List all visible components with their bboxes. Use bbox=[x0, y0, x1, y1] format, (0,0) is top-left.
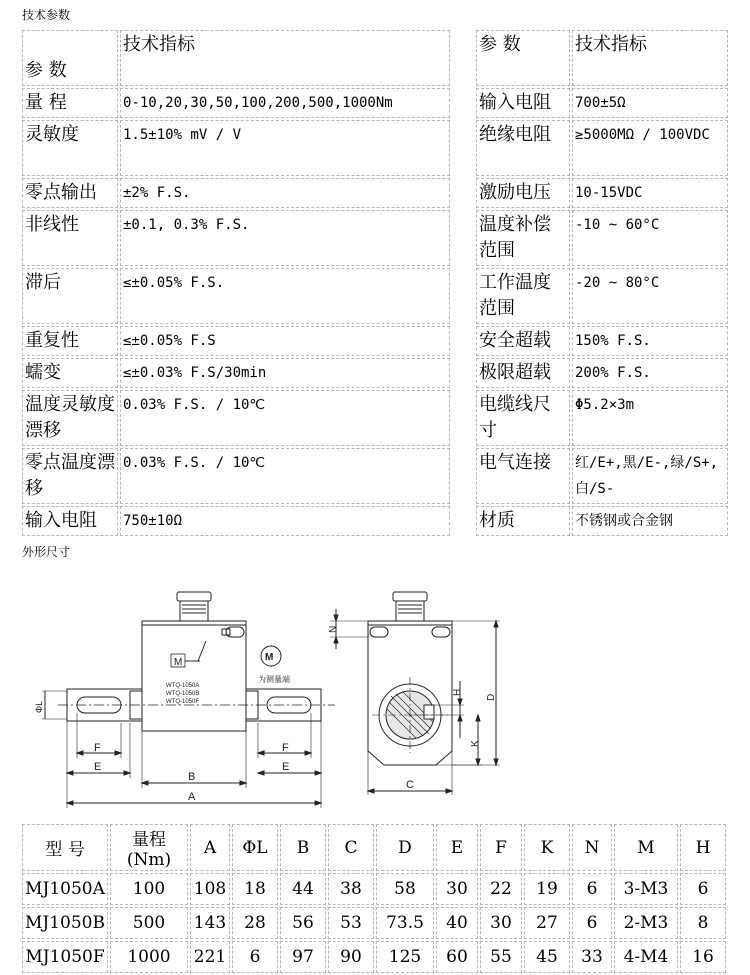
sensor-body bbox=[142, 621, 246, 731]
mounting-slot bbox=[432, 627, 450, 637]
dim-label-e: E bbox=[282, 761, 290, 773]
spec-value: 750±10Ω bbox=[120, 506, 450, 536]
table-cell: 45 bbox=[524, 941, 570, 973]
spec-param: 安全超载 bbox=[476, 326, 570, 356]
spec-param: 蠕变 bbox=[22, 358, 118, 388]
model-label: WTQ-1050A bbox=[166, 683, 200, 689]
models-header-cell: K bbox=[524, 824, 570, 871]
connector-cap bbox=[393, 592, 427, 601]
models-header-cell: 型 号 bbox=[22, 824, 108, 871]
key bbox=[424, 705, 434, 719]
table-cell: 40 bbox=[436, 907, 478, 939]
table-cell: 1000 bbox=[110, 941, 188, 973]
models-header-cell: 量程(Nm) bbox=[110, 824, 188, 871]
spec-row bbox=[22, 268, 728, 324]
spec-row bbox=[22, 506, 728, 536]
table-cell: MJ1050A bbox=[22, 873, 108, 905]
spec-param: 激励电压 bbox=[476, 178, 570, 208]
table-cell: 500 bbox=[110, 907, 188, 939]
spec-param: 重复性 bbox=[22, 326, 118, 356]
spec-value: -20 ~ 80°C bbox=[572, 268, 728, 324]
mounting-slot bbox=[370, 627, 388, 637]
models-header-cell: A bbox=[190, 824, 230, 871]
spec-value: ≤±0.05% F.S. bbox=[120, 268, 450, 324]
spec-param: 极限超载 bbox=[476, 358, 570, 388]
dim-label-c: C bbox=[406, 779, 414, 791]
table-cell: 18 bbox=[232, 873, 278, 905]
spec-param: 零点温度漂移 bbox=[22, 448, 118, 504]
spec-param: 滞后 bbox=[22, 268, 118, 324]
table-cell: 90 bbox=[328, 941, 374, 973]
side-view bbox=[328, 592, 500, 795]
spec-param: 绝缘电阻 bbox=[476, 120, 570, 176]
table-cell: 30 bbox=[436, 873, 478, 905]
spec-param: 温度补偿范围 bbox=[476, 210, 570, 266]
spec-row bbox=[22, 210, 728, 266]
table-cell: 55 bbox=[480, 941, 522, 973]
spec-value: 200% F.S. bbox=[572, 358, 728, 388]
spec-value: ±0.1, 0.3% F.S. bbox=[120, 210, 450, 266]
spec-row bbox=[22, 358, 728, 388]
table-cell: 60 bbox=[436, 941, 478, 973]
dim-label-f: F bbox=[282, 742, 289, 754]
model-label: WTQ-1050F bbox=[166, 699, 200, 705]
dim-label-n: N bbox=[328, 625, 339, 633]
dim-label-a: A bbox=[188, 791, 196, 803]
models-header-cell: ΦL bbox=[232, 824, 278, 871]
dim-label-f: F bbox=[94, 742, 101, 754]
spec-header-index-left: 技术指标 bbox=[120, 30, 450, 86]
table-cell: 6 bbox=[572, 873, 612, 905]
table-cell: 56 bbox=[280, 907, 326, 939]
spec-value: 不锈钢或合金钢 bbox=[572, 506, 728, 536]
spec-param: 工作温度范围 bbox=[476, 268, 570, 324]
table-cell: 22 bbox=[480, 873, 522, 905]
table-cell: 4-M4 bbox=[614, 941, 678, 973]
spec-param: 非线性 bbox=[22, 210, 118, 266]
models-header-cell: M bbox=[614, 824, 678, 871]
spec-row bbox=[22, 88, 728, 118]
models-header-cell: E bbox=[436, 824, 478, 871]
section-title-specs: 技术参数 bbox=[22, 8, 71, 22]
spec-value: -10 ~ 60°C bbox=[572, 210, 728, 266]
spec-value: 1.5±10% mV / V bbox=[120, 120, 450, 176]
model-label: WTQ-1050B bbox=[166, 691, 200, 697]
measure-end-marker-label: M bbox=[265, 652, 274, 663]
table-cell: 108 bbox=[190, 873, 230, 905]
measure-end-label: 为测量端 bbox=[258, 675, 290, 684]
models-header-row bbox=[22, 824, 726, 871]
dimension-drawing bbox=[20, 563, 726, 818]
spec-param: 电缆线尺寸 bbox=[476, 390, 570, 446]
models-header-cell: N bbox=[572, 824, 612, 871]
models-header-cell: C bbox=[328, 824, 374, 871]
spec-value: 红/E+,黑/E-,绿/S+,白/S- bbox=[572, 448, 728, 504]
spec-param: 温度灵敏度漂移 bbox=[22, 390, 118, 446]
spec-param: 输入电阻 bbox=[476, 88, 570, 118]
table-cell: 6 bbox=[232, 941, 278, 973]
spec-header-param-right: 参 数 bbox=[476, 30, 570, 86]
table-cell: 143 bbox=[190, 907, 230, 939]
table-row bbox=[22, 907, 726, 939]
spec-value: 10-15VDC bbox=[572, 178, 728, 208]
dim-label-m: M bbox=[174, 657, 183, 668]
table-cell: 53 bbox=[328, 907, 374, 939]
connector-cap bbox=[177, 592, 211, 601]
dim-label-h: H bbox=[452, 688, 463, 696]
spec-row bbox=[22, 178, 728, 208]
spec-value: ≤±0.05% F.S bbox=[120, 326, 450, 356]
spec-row bbox=[22, 448, 728, 504]
table-cell: 16 bbox=[680, 941, 726, 973]
table-row bbox=[22, 941, 726, 973]
models-table bbox=[20, 822, 728, 975]
table-cell: 6 bbox=[572, 907, 612, 939]
connector-body bbox=[180, 601, 208, 621]
spec-param: 灵敏度 bbox=[22, 120, 118, 176]
spec-row bbox=[22, 326, 728, 356]
table-cell: 33 bbox=[572, 941, 612, 973]
table-cell: 27 bbox=[524, 907, 570, 939]
models-header-cell: B bbox=[280, 824, 326, 871]
spec-param: 材质 bbox=[476, 506, 570, 536]
table-cell: 100 bbox=[110, 873, 188, 905]
spec-value: Φ5.2×3m bbox=[572, 390, 728, 446]
models-header-cell: F bbox=[480, 824, 522, 871]
table-cell: 97 bbox=[280, 941, 326, 973]
table-cell: 125 bbox=[376, 941, 434, 973]
table-row bbox=[22, 873, 726, 905]
table-cell: 8 bbox=[680, 907, 726, 939]
table-cell: 58 bbox=[376, 873, 434, 905]
table-cell: 6 bbox=[680, 873, 726, 905]
spec-value: ±2% F.S. bbox=[120, 178, 450, 208]
table-cell: 221 bbox=[190, 941, 230, 973]
spec-value: 0.03% F.S. / 10℃ bbox=[120, 390, 450, 446]
connector-body bbox=[396, 601, 424, 621]
spec-param: 输入电阻 bbox=[22, 506, 118, 536]
spec-value: ≥5000MΩ / 100VDC bbox=[572, 120, 728, 176]
spec-row bbox=[22, 120, 728, 176]
table-cell: 73.5 bbox=[376, 907, 434, 939]
front-view bbox=[34, 592, 335, 808]
spec-header-row bbox=[22, 30, 728, 86]
spec-value: ≤±0.03% F.S/30min bbox=[120, 358, 450, 388]
spec-param: 量 程 bbox=[22, 88, 118, 118]
spec-value: 700±5Ω bbox=[572, 88, 728, 118]
table-cell: MJ1050F bbox=[22, 941, 108, 973]
spec-param: 零点输出 bbox=[22, 178, 118, 208]
table-cell: 30 bbox=[480, 907, 522, 939]
spec-value: 150% F.S. bbox=[572, 326, 728, 356]
table-cell: 3-M3 bbox=[614, 873, 678, 905]
table-cell: MJ1050B bbox=[22, 907, 108, 939]
table-cell: 19 bbox=[524, 873, 570, 905]
spec-table bbox=[20, 28, 730, 538]
dim-label-phil: ΦL bbox=[34, 700, 44, 713]
table-cell: 44 bbox=[280, 873, 326, 905]
table-cell: 2-M3 bbox=[614, 907, 678, 939]
spec-header-index-right: 技术指标 bbox=[572, 30, 728, 86]
spec-header-param-left: 参 数 bbox=[22, 30, 118, 86]
dim-label-k: K bbox=[470, 740, 481, 747]
table-cell: 38 bbox=[328, 873, 374, 905]
spec-value: 0-10,20,30,50,100,200,500,1000Nm bbox=[120, 88, 450, 118]
spec-param: 电气连接 bbox=[476, 448, 570, 504]
dim-label-e: E bbox=[94, 761, 102, 773]
section-title-dimensions: 外形尺寸 bbox=[22, 545, 71, 559]
models-header-cell: D bbox=[376, 824, 434, 871]
dim-label-b: B bbox=[188, 771, 196, 783]
dim-label-d: D bbox=[486, 693, 497, 701]
table-cell: 28 bbox=[232, 907, 278, 939]
spec-value: 0.03% F.S. / 10℃ bbox=[120, 448, 450, 504]
models-header-cell: H bbox=[680, 824, 726, 871]
spec-row bbox=[22, 390, 728, 446]
